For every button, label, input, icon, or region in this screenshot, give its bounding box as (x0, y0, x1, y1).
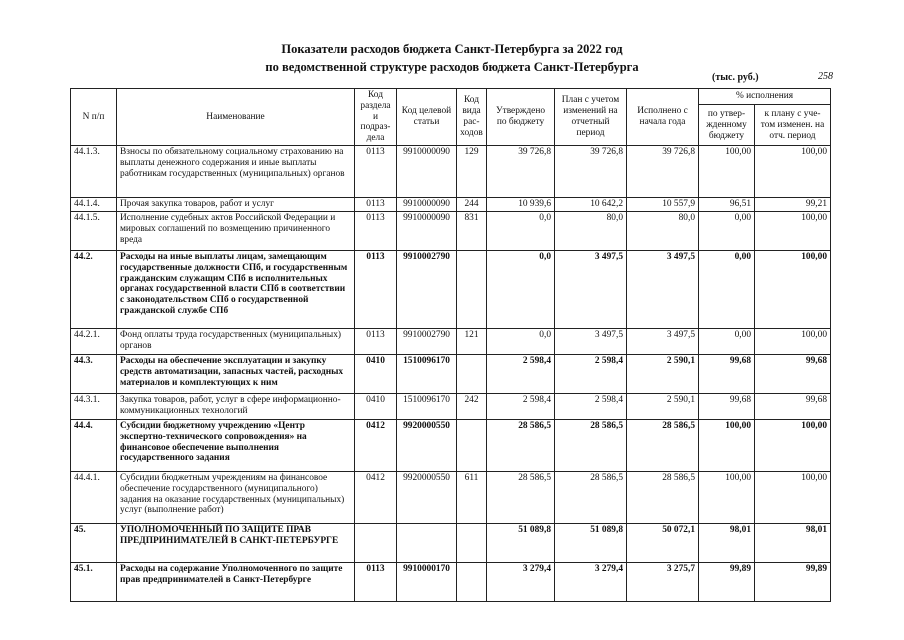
row-name: Фонд оплаты труда государственных (муниципальных) органов (117, 328, 355, 354)
header-pct-approved: по утвер-жденному бюджету (699, 105, 755, 146)
row-exp-code: 129 (457, 146, 487, 198)
row-executed: 3 275,7 (627, 562, 699, 601)
row-pct-approved: 96,51 (699, 198, 755, 212)
row-plan: 28 586,5 (555, 419, 627, 471)
row-pct-approved: 100,00 (699, 471, 755, 523)
row-exp-code (457, 562, 487, 601)
row-pct-approved: 98,01 (699, 523, 755, 562)
header-executed: Исполнено с начала года (627, 89, 699, 146)
row-section-code: 0113 (355, 250, 397, 328)
row-pct-approved: 0,00 (699, 211, 755, 250)
header-pct-plan: к плану с уче-том изменен. на отч. период (755, 105, 831, 146)
row-target-code: 9920000550 (397, 471, 457, 523)
row-approved: 39 726,8 (487, 146, 555, 198)
row-executed: 39 726,8 (627, 146, 699, 198)
row-section-code: 0113 (355, 146, 397, 198)
row-executed: 50 072,1 (627, 523, 699, 562)
row-name: Субсидии бюджетному учреждению «Центр экспертно-технического сопровождения» на финансовое обеспечение выполнения государственного задания (117, 419, 355, 471)
header-section: Код раздела и подраз-дела (355, 89, 397, 146)
row-approved: 2 598,4 (487, 393, 555, 419)
row-exp-code (457, 523, 487, 562)
row-num: 45.1. (71, 562, 117, 601)
table-row (71, 211, 831, 250)
row-plan: 3 497,5 (555, 328, 627, 354)
row-approved: 0,0 (487, 211, 555, 250)
row-section-code: 0113 (355, 198, 397, 212)
row-section-code: 0113 (355, 211, 397, 250)
table-row (71, 328, 831, 354)
row-approved: 28 586,5 (487, 419, 555, 471)
row-executed: 3 497,5 (627, 250, 699, 328)
row-plan: 80,0 (555, 211, 627, 250)
row-pct-plan: 100,00 (755, 471, 831, 523)
row-target-code: 1510096170 (397, 354, 457, 393)
row-pct-approved: 99,89 (699, 562, 755, 601)
row-approved: 0,0 (487, 328, 555, 354)
header-exp-type: Код вида рас-ходов (457, 89, 487, 146)
header-approved: Утверждено по бюджету (487, 89, 555, 146)
row-name: Взносы по обязательному социальному страхованию на выплаты денежного содержания и иные выплаты работникам государственных (муниципальных) органов (117, 146, 355, 198)
row-pct-plan: 100,00 (755, 328, 831, 354)
row-num: 44.1.5. (71, 211, 117, 250)
row-num: 44.2. (71, 250, 117, 328)
row-name: Расходы на иные выплаты лицам, замещающим государственные должности СПб, и государственным гражданским служащим СПб в исполнительных органах государственной власти СПб в соответствии с законодательством СПб о государственной гражданской службе СПб (117, 250, 355, 328)
row-exp-code: 831 (457, 211, 487, 250)
row-plan: 39 726,8 (555, 146, 627, 198)
row-plan: 10 642,2 (555, 198, 627, 212)
row-pct-plan: 99,68 (755, 354, 831, 393)
row-approved: 51 089,8 (487, 523, 555, 562)
row-name: Исполнение судебных актов Российской Федерации и мировых соглашений по возмещению причиненного вреда (117, 211, 355, 250)
row-target-code: 9910000090 (397, 146, 457, 198)
row-name: Закупка товаров, работ, услуг в сфере информационно-коммуникационных технологий (117, 393, 355, 419)
row-exp-code: 121 (457, 328, 487, 354)
row-pct-approved: 0,00 (699, 250, 755, 328)
row-exp-code (457, 354, 487, 393)
row-pct-plan: 99,21 (755, 198, 831, 212)
header-pct-group: % исполнения (699, 89, 831, 105)
row-section-code: 0113 (355, 562, 397, 601)
row-exp-code (457, 250, 487, 328)
expenditure-table (70, 88, 831, 602)
table-row (71, 562, 831, 601)
row-target-code: 9910000090 (397, 211, 457, 250)
row-executed: 28 586,5 (627, 471, 699, 523)
unit-label: (тыс. руб.) (712, 72, 759, 83)
row-section-code: 0410 (355, 393, 397, 419)
header-name: Наименование (117, 89, 355, 146)
row-plan: 3 279,4 (555, 562, 627, 601)
table-row (71, 419, 831, 471)
table-row (71, 523, 831, 562)
row-section-code: 0410 (355, 354, 397, 393)
row-approved: 10 939,6 (487, 198, 555, 212)
report-title: Показатели расходов бюджета Санкт-Петербурга за 2022 год (281, 42, 623, 56)
table-body (71, 146, 831, 602)
row-executed: 80,0 (627, 211, 699, 250)
row-exp-code (457, 419, 487, 471)
row-pct-plan: 99,89 (755, 562, 831, 601)
row-approved: 0,0 (487, 250, 555, 328)
header-target: Код целевой статьи (397, 89, 457, 146)
row-target-code: 9910000090 (397, 198, 457, 212)
header-num: N п/п (71, 89, 117, 146)
row-approved: 3 279,4 (487, 562, 555, 601)
row-target-code: 9920000550 (397, 419, 457, 471)
row-num: 45. (71, 523, 117, 562)
row-executed: 2 590,1 (627, 393, 699, 419)
row-pct-approved: 100,00 (699, 419, 755, 471)
row-pct-approved: 99,68 (699, 354, 755, 393)
table-row (71, 250, 831, 328)
row-pct-plan: 100,00 (755, 211, 831, 250)
row-target-code: 9910002790 (397, 250, 457, 328)
row-num: 44.4.1. (71, 471, 117, 523)
row-exp-code: 244 (457, 198, 487, 212)
page-number: 258 (818, 71, 833, 82)
table-row (71, 354, 831, 393)
row-num: 44.4. (71, 419, 117, 471)
row-plan: 2 598,4 (555, 393, 627, 419)
row-num: 44.3. (71, 354, 117, 393)
table-row (71, 471, 831, 523)
row-executed: 10 557,9 (627, 198, 699, 212)
row-approved: 2 598,4 (487, 354, 555, 393)
row-name: Субсидии бюджетным учреждениям на финансовое обеспечение государственного (муниципального) задания на оказание государственных (муниципальных) услуг (выполнение работ) (117, 471, 355, 523)
report-subtitle: по ведомственной структуре расходов бюджета Санкт-Петербурга (265, 60, 639, 74)
row-section-code (355, 523, 397, 562)
row-num: 44.1.4. (71, 198, 117, 212)
row-name: УПОЛНОМОЧЕННЫЙ ПО ЗАЩИТЕ ПРАВ ПРЕДПРИНИМАТЕЛЕЙ В САНКТ-ПЕТЕРБУРГЕ (117, 523, 355, 562)
row-num: 44.3.1. (71, 393, 117, 419)
row-target-code: 9910002790 (397, 328, 457, 354)
row-exp-code: 611 (457, 471, 487, 523)
row-pct-approved: 100,00 (699, 146, 755, 198)
row-name: Расходы на содержание Уполномоченного по защите прав предпринимателей в Санкт-Петербурге (117, 562, 355, 601)
header-plan: План с учетом изменений на отчетный период (555, 89, 627, 146)
row-target-code: 9910000170 (397, 562, 457, 601)
row-plan: 3 497,5 (555, 250, 627, 328)
row-pct-plan: 100,00 (755, 250, 831, 328)
row-pct-approved: 0,00 (699, 328, 755, 354)
row-section-code: 0113 (355, 328, 397, 354)
row-num: 44.2.1. (71, 328, 117, 354)
table-row (71, 198, 831, 212)
row-plan: 28 586,5 (555, 471, 627, 523)
row-plan: 51 089,8 (555, 523, 627, 562)
row-exp-code: 242 (457, 393, 487, 419)
row-executed: 2 590,1 (627, 354, 699, 393)
table-row (71, 146, 831, 198)
row-target-code (397, 523, 457, 562)
table-row (71, 393, 831, 419)
row-plan: 2 598,4 (555, 354, 627, 393)
row-section-code: 0412 (355, 471, 397, 523)
row-section-code: 0412 (355, 419, 397, 471)
row-pct-plan: 99,68 (755, 393, 831, 419)
row-executed: 3 497,5 (627, 328, 699, 354)
row-executed: 28 586,5 (627, 419, 699, 471)
row-name: Расходы на обеспечение эксплуатации и закупку средств автоматизации, запасных частей, расходных материалов и комплектующих к ним (117, 354, 355, 393)
row-pct-approved: 99,68 (699, 393, 755, 419)
row-pct-plan: 98,01 (755, 523, 831, 562)
row-target-code: 1510096170 (397, 393, 457, 419)
row-num: 44.1.3. (71, 146, 117, 198)
row-name: Прочая закупка товаров, работ и услуг (117, 198, 355, 212)
row-pct-plan: 100,00 (755, 146, 831, 198)
row-approved: 28 586,5 (487, 471, 555, 523)
row-pct-plan: 100,00 (755, 419, 831, 471)
